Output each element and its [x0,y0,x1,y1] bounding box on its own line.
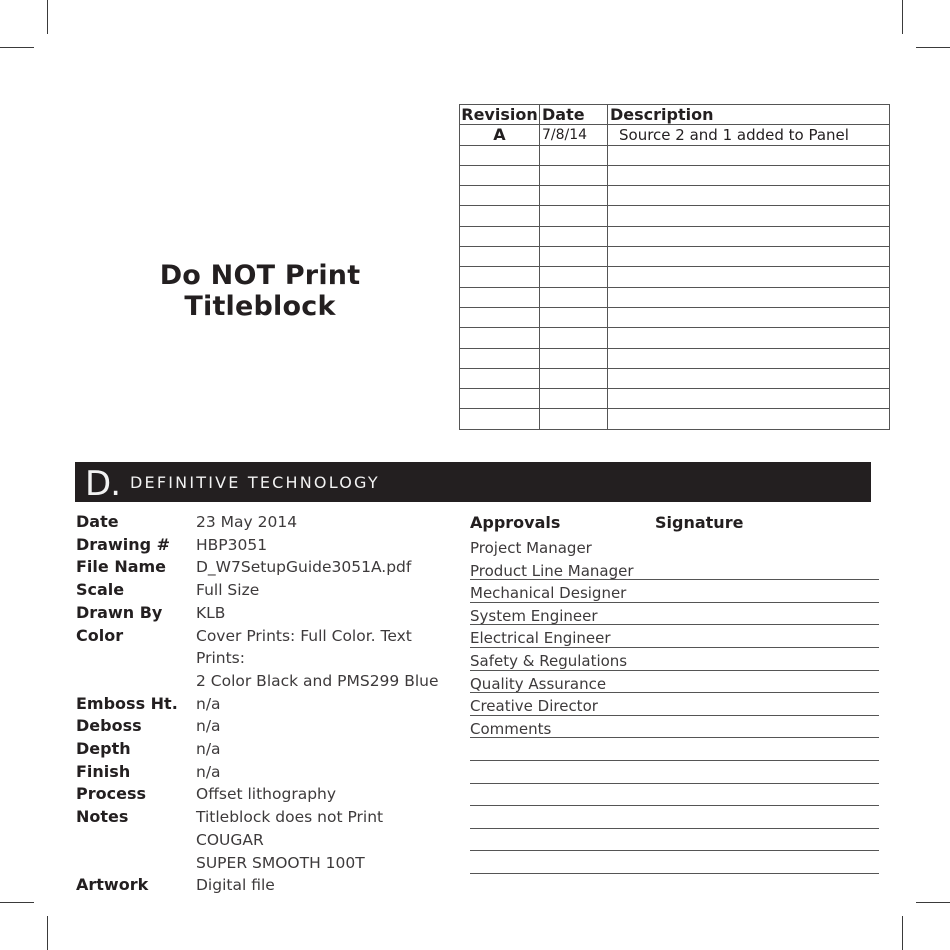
spec-value: 2 Color Black and PMS299 Blue [196,671,439,690]
brand-name: DEFINITIVE TECHNOLOGY [130,472,380,492]
spec-row [76,602,446,625]
date-cell [540,328,608,348]
comment-line[interactable] [470,806,879,829]
revision-cell [460,389,540,409]
date-cell [540,348,608,368]
spec-row [76,874,446,897]
do-not-print-warning [130,260,390,322]
revision-row [460,389,890,409]
approval-signature-line[interactable]: Safety & Regulations [470,648,879,671]
crop-mark-bottom-left-horizontal [0,902,34,903]
brand-logo-icon [85,464,120,504]
spec-value: Cover Prints: Full Color. Text Prints: [196,626,412,668]
revision-cell [460,328,540,348]
warning-line-1: Do NOT Print [159,260,361,291]
crop-mark-top-left-horizontal [0,47,34,48]
spec-label: Date [76,512,119,531]
approval-signature-line[interactable]: Electrical Engineer [470,625,879,648]
spec-label: Artwork [76,875,149,895]
revision-cell [460,267,540,287]
spec-value: n/a [196,717,221,736]
revision-row [460,267,890,287]
date-cell [540,389,608,409]
spec-label: Emboss Ht. [76,693,178,713]
spec-label [76,852,196,875]
description-cell [608,145,890,165]
comment-line[interactable] [470,784,879,807]
revision-row [460,165,890,185]
date-cell [540,186,608,206]
description-cell [608,368,890,388]
approval-signature-line[interactable]: Product Line Manager [470,558,879,581]
revision-cell [460,307,540,327]
comment-line[interactable] [470,738,879,761]
brand-banner [75,462,871,502]
revision-row [460,287,890,307]
revision-row [460,186,890,206]
approval-signature-line[interactable]: Comments [470,716,879,739]
spec-value: 23 May 2014 [196,513,298,531]
crop-mark-top-right-vertical [902,0,903,34]
revision-row [460,307,890,327]
crop-mark-top-right-horizontal [916,47,950,48]
logo-letter: D [85,464,111,504]
description-cell [608,409,890,429]
spec-value: Digital file [196,876,275,895]
date-cell [540,226,608,246]
revision-row [460,247,890,267]
warning-line-2: Titleblock [184,291,336,322]
column-header-revision: Revision [461,104,538,124]
spec-row [76,715,446,738]
approval-signature-line[interactable]: Mechanical Designer [470,580,879,603]
spec-label: Depth [76,739,131,759]
revision-cell: A [460,125,540,145]
spec-row [76,693,446,716]
revision-cell [460,287,540,307]
crop-mark-bottom-left-vertical [47,916,48,950]
revision-cell [460,145,540,165]
spec-label: Drawing # [76,534,171,554]
description-cell: Source 2 and 1 added to Panel [608,125,890,145]
spec-value: D_W7SetupGuide3051A.pdf [196,558,412,577]
description-cell [608,206,890,226]
date-cell [540,206,608,226]
description-cell [608,226,890,246]
approvals-header [470,511,879,535]
crop-mark-top-left-vertical [47,0,48,34]
spec-row [76,670,446,693]
spec-row [76,806,446,851]
revision-cell [460,409,540,429]
spec-row [76,556,446,579]
date-cell [540,307,608,327]
date-cell [540,368,608,388]
spec-label [76,670,196,693]
column-header-date: Date [540,105,608,125]
spec-label: Deboss [76,716,142,736]
revision-cell [460,206,540,226]
comment-line[interactable] [470,851,879,874]
spec-label: Process [76,784,146,804]
revision-row [460,368,890,388]
date-cell [540,267,608,287]
date-cell [540,247,608,267]
spec-list [76,511,446,897]
description-cell [608,328,890,348]
spec-value: Titleblock does not Print COUGAR [196,808,384,849]
spec-label: File Name [76,557,167,577]
revision-cell [460,368,540,388]
spec-value: Offset lithography [196,785,337,804]
logo-dot: . [110,464,120,504]
crop-mark-bottom-right-horizontal [916,902,950,903]
revision-cell [460,165,540,185]
signature-heading: Signature [655,513,744,532]
description-cell [608,165,890,185]
description-cell [608,348,890,368]
revision-table-header [460,105,890,125]
approval-rows [470,535,879,874]
revision-row [460,125,890,145]
approvals-section [470,511,879,874]
spec-label: Color [76,625,124,645]
spec-value: n/a [196,740,221,759]
comment-line[interactable] [470,829,879,852]
spec-row [76,579,446,602]
spec-value: Full Size [196,581,260,600]
date-cell [540,165,608,185]
spec-value: n/a [196,762,221,781]
spec-row [76,511,446,534]
approval-signature-line[interactable]: Quality Assurance [470,671,879,694]
revision-row [460,145,890,165]
spec-row [76,852,446,875]
spec-value: SUPER SMOOTH 100T [196,853,365,872]
spec-label: Notes [76,807,129,827]
approvals-heading: Approvals [470,513,561,532]
description-cell [608,186,890,206]
spec-value: HBP3051 [196,535,268,554]
spec-label: Drawn By [76,602,163,622]
revision-cell [460,348,540,368]
revision-row [460,328,890,348]
spec-row [76,738,446,761]
revision-row [460,409,890,429]
crop-mark-bottom-right-vertical [902,916,903,950]
description-cell [608,287,890,307]
approval-signature-line[interactable]: Project Manager [470,539,592,557]
revision-cell [460,247,540,267]
date-cell [540,409,608,429]
column-header-description: Description [608,105,890,125]
date-cell [540,145,608,165]
revision-row [460,348,890,368]
revision-table [459,104,890,430]
comment-line[interactable] [470,761,879,784]
spec-row [76,534,446,557]
spec-value: n/a [196,694,221,713]
spec-label: Scale [76,580,125,600]
description-cell [608,267,890,287]
date-cell [540,287,608,307]
revision-row [460,206,890,226]
revision-cell [460,186,540,206]
spec-row [76,783,446,806]
description-cell [608,389,890,409]
spec-row [76,761,446,784]
approval-signature-line[interactable]: Creative Director [470,693,879,716]
approval-signature-line[interactable]: System Engineer [470,603,879,626]
spec-value: KLB [196,603,226,622]
description-cell [608,247,890,267]
date-cell: 7/8/14 [540,125,608,145]
revision-cell [460,226,540,246]
revision-row [460,226,890,246]
description-cell [608,307,890,327]
spec-label: Finish [76,761,131,781]
spec-row [76,625,446,670]
